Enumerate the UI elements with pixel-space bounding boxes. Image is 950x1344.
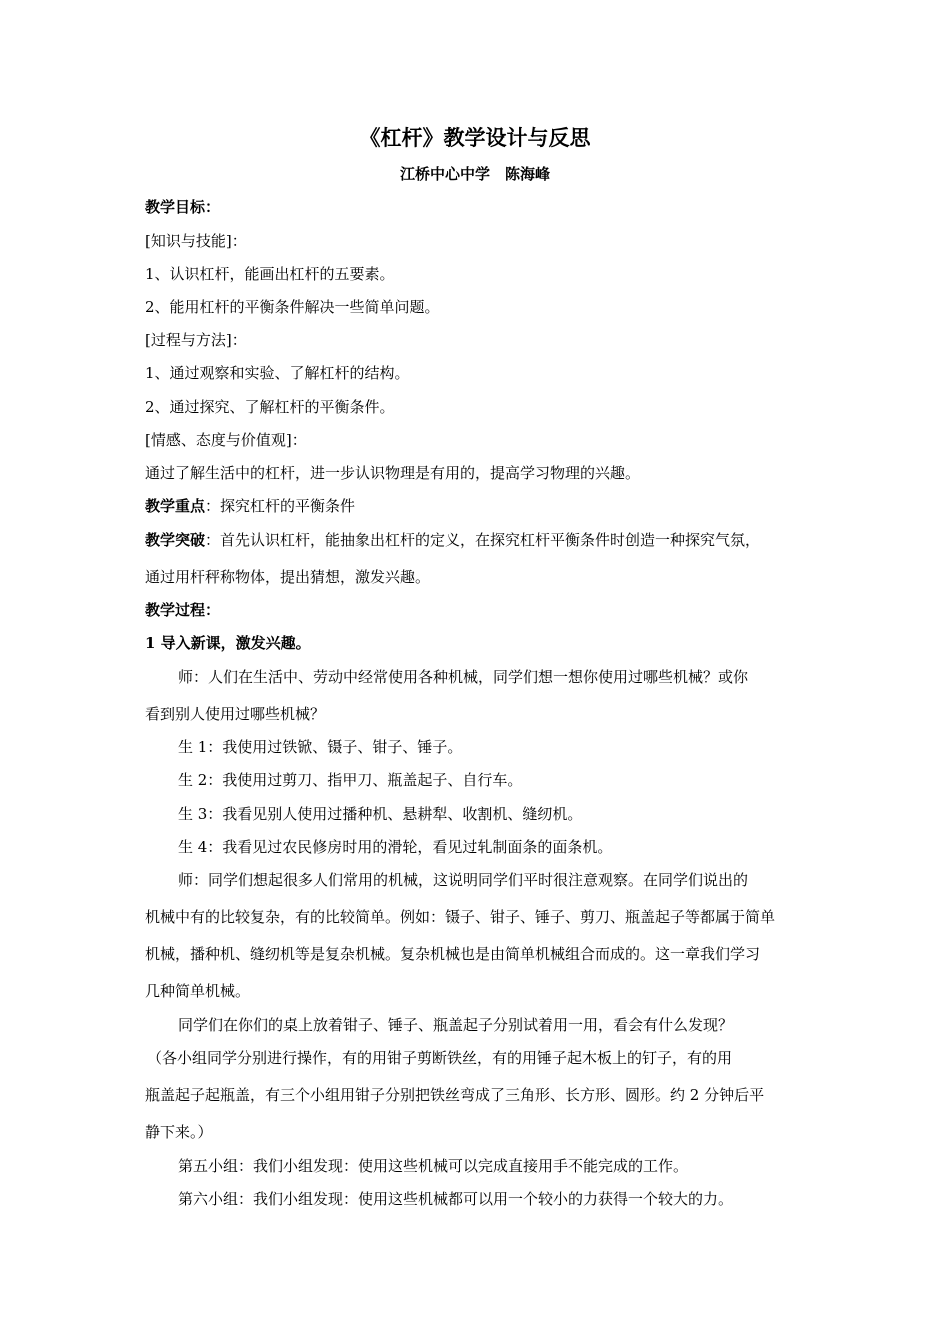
teacher-line-2d: 几种简单机械。 bbox=[145, 982, 251, 1000]
knowledge-item-1: 1、认识杠杆，能画出杠杆的五要素。 bbox=[145, 265, 395, 283]
goals-heading: 教学目标： bbox=[145, 198, 221, 216]
process-item-1: 1、通过观察和实验、了解杠杆的结构。 bbox=[145, 364, 410, 382]
emotion-heading: [情感、态度与价值观]： bbox=[145, 431, 307, 449]
key-point-line bbox=[145, 495, 810, 517]
key-point-label: 教学重点 bbox=[145, 497, 206, 515]
emotion-item-1: 通过了解生活中的杠杆，进一步认识物理是有用的，提高学习物理的兴趣。 bbox=[145, 464, 641, 482]
key-point-text: ：探究杠杆的平衡条件 bbox=[205, 497, 356, 515]
teacher-line-1a: 师：人们在生活中、劳动中经常使用各种机械，同学们想一想你使用过哪些机械？或你 bbox=[178, 668, 749, 686]
teacher-line-1b: 看到别人使用过哪些机械？ bbox=[145, 705, 326, 723]
activity-line-3: 静下来。） bbox=[145, 1123, 213, 1141]
process-heading: [过程与方法]： bbox=[145, 331, 247, 349]
knowledge-item-2: 2、能用杠杆的平衡条件解决一些简单问题。 bbox=[145, 298, 440, 316]
procedure-heading: 教学过程： bbox=[145, 601, 221, 619]
teacher-line-2a: 师：同学们想起很多人们常用的机械，这说明同学们平时很注意观察。在同学们说出的 bbox=[178, 871, 749, 889]
teacher-line-2b: 机械中有的比较复杂，有的比较简单。例如：镊子、钳子、锤子、剪刀、瓶盖起子等都属于简单 bbox=[145, 908, 776, 926]
group-6-finding: 第六小组：我们小组发现：使用这些机械都可以用一个较小的力获得一个较大的力。 bbox=[178, 1190, 734, 1208]
knowledge-heading: [知识与技能]： bbox=[145, 232, 247, 250]
teacher-line-2c: 机械，播种机、缝纫机等是复杂机械。复杂机械也是由简单机械组合而成的。这一章我们学习 bbox=[145, 945, 761, 963]
group-5-finding: 第五小组：我们小组发现：使用这些机械可以完成直接用手不能完成的工作。 bbox=[178, 1157, 689, 1175]
breakthrough-text-1: ：首先认识杠杆，能抽象出杠杆的定义，在探究杠杆平衡条件时创造一种探究气氛， bbox=[205, 531, 761, 549]
breakthrough-line-2: 通过用杆秤称物体，提出猜想，激发兴趣。 bbox=[145, 568, 431, 586]
process-item-2: 2、通过探究、了解杠杆的平衡条件。 bbox=[145, 398, 395, 416]
teacher-line-3: 同学们在你们的桌上放着钳子、锤子、瓶盖起子分别试着用一用，看会有什么发现？ bbox=[178, 1016, 734, 1034]
step1-heading: 1 导入新课，激发兴趣。 bbox=[145, 634, 311, 652]
activity-line-1: （各小组同学分别进行操作，有的用钳子剪断铁丝，有的用锤子起木板上的钉子，有的用 bbox=[147, 1049, 733, 1067]
author-line: 江桥中心中学 陈海峰 bbox=[399, 165, 550, 183]
activity-line-2: 瓶盖起子起瓶盖，有三个小组用钳子分别把铁丝弯成了三角形、长方形、圆形。约 2 分钟后平 bbox=[145, 1086, 765, 1104]
student-1-answer: 生 1：我使用过铁锨、镊子、钳子、锤子。 bbox=[178, 738, 463, 756]
breakthrough-label: 教学突破 bbox=[145, 531, 206, 549]
student-3-answer: 生 3：我看见别人使用过播种机、悬耕犁、收割机、缝纫机。 bbox=[178, 805, 583, 823]
breakthrough-line-1 bbox=[145, 529, 810, 551]
document-title: 《杠杆》教学设计与反思 bbox=[359, 125, 591, 150]
student-4-answer: 生 4：我看见过农民修房时用的滑轮，看见过轧制面条的面条机。 bbox=[178, 838, 613, 856]
student-2-answer: 生 2：我使用过剪刀、指甲刀、瓶盖起子、自行车。 bbox=[178, 771, 523, 789]
